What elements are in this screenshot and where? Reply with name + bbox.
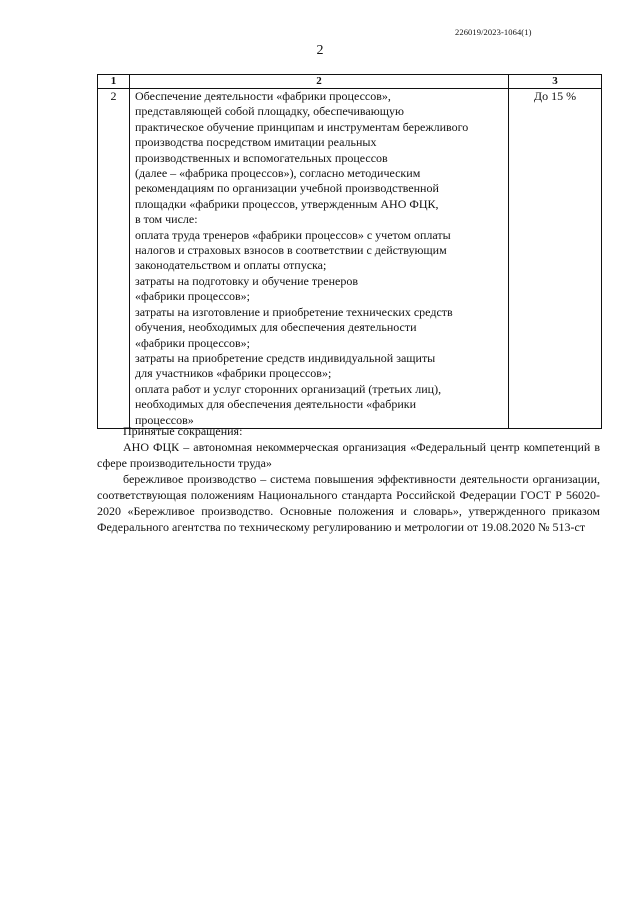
funding-table (97, 74, 602, 429)
header-col-3: 3 (509, 75, 602, 89)
row-value-cell: До 15 % (509, 89, 602, 429)
description-line: затраты на приобретение средств индивидуальной защиты (135, 350, 436, 365)
row-description-cell (130, 89, 509, 429)
table-header-row (98, 75, 602, 89)
description-line: затраты на подготовку и обучение тренеров (135, 273, 359, 288)
description-line: «фабрики процессов»; (135, 289, 251, 304)
description-line: затраты на изготовление и приобретение технических средств (135, 304, 453, 319)
abbreviation-lean-production: бережливое производство – система повышения эффективности деятельности организации, соответствующая положениям Национального стандарта Российской Федерации ГОСТ Р 56020-2020 «Бережливое производство. Основные положения и словарь», утвержденного приказом Федерального агентства по техническому регулированию и метрологии от 19.08.2020 № 513-ст (97, 472, 600, 534)
abbreviations-section (97, 423, 600, 535)
abbreviation-ano-fck: АНО ФЦК – автономная некоммерческая организация «Федеральный центр компетенций в сфере производительности труда» (97, 440, 600, 470)
row-number-cell: 2 (98, 89, 130, 429)
description-line: представляющей собой площадку, обеспечивающую (135, 104, 404, 119)
description-line: практическое обучение принципам и инструментам бережливого (135, 119, 469, 134)
abbreviations-heading: Принятые сокращения: (123, 424, 243, 438)
description-line: рекомендациям по организации учебной производственной (135, 181, 439, 196)
description-line: Обеспечение деятельности «фабрики процессов», (135, 89, 391, 103)
description-line: (далее – «фабрика процессов»), согласно методическим (135, 166, 421, 181)
description-line: налогов и страховых взносов в соответствии с действующим (135, 243, 447, 258)
description-line: производственных и вспомогательных процессов (135, 150, 388, 165)
page-number: 2 (316, 43, 324, 58)
description-line: необходимых для обеспечения деятельности «фабрики (135, 397, 417, 412)
table-row (98, 89, 602, 429)
description-line: площадки «фабрики процессов, утвержденным АНО ФЦК, (135, 196, 439, 211)
header-col-2: 2 (130, 75, 509, 89)
description-line: оплата труда тренеров «фабрики процессов» с учетом оплаты (135, 227, 451, 242)
header-col-1: 1 (98, 75, 130, 89)
description-line: обучения, необходимых для обеспечения деятельности (135, 320, 417, 335)
description-line: законодательством и оплаты отпуска; (135, 258, 327, 273)
description-line: «фабрики процессов»; (135, 335, 251, 350)
document-id: 226019/2023-1064(1) (455, 27, 532, 37)
description-line: процессов» (135, 412, 194, 427)
description-line: в том числе: (135, 212, 198, 227)
description-line: производства посредством имитации реальных (135, 135, 377, 150)
description-line: оплата работ и услуг сторонних организаций (третьих лиц), (135, 381, 442, 396)
description-line: для участников «фабрики процессов»; (135, 366, 332, 381)
